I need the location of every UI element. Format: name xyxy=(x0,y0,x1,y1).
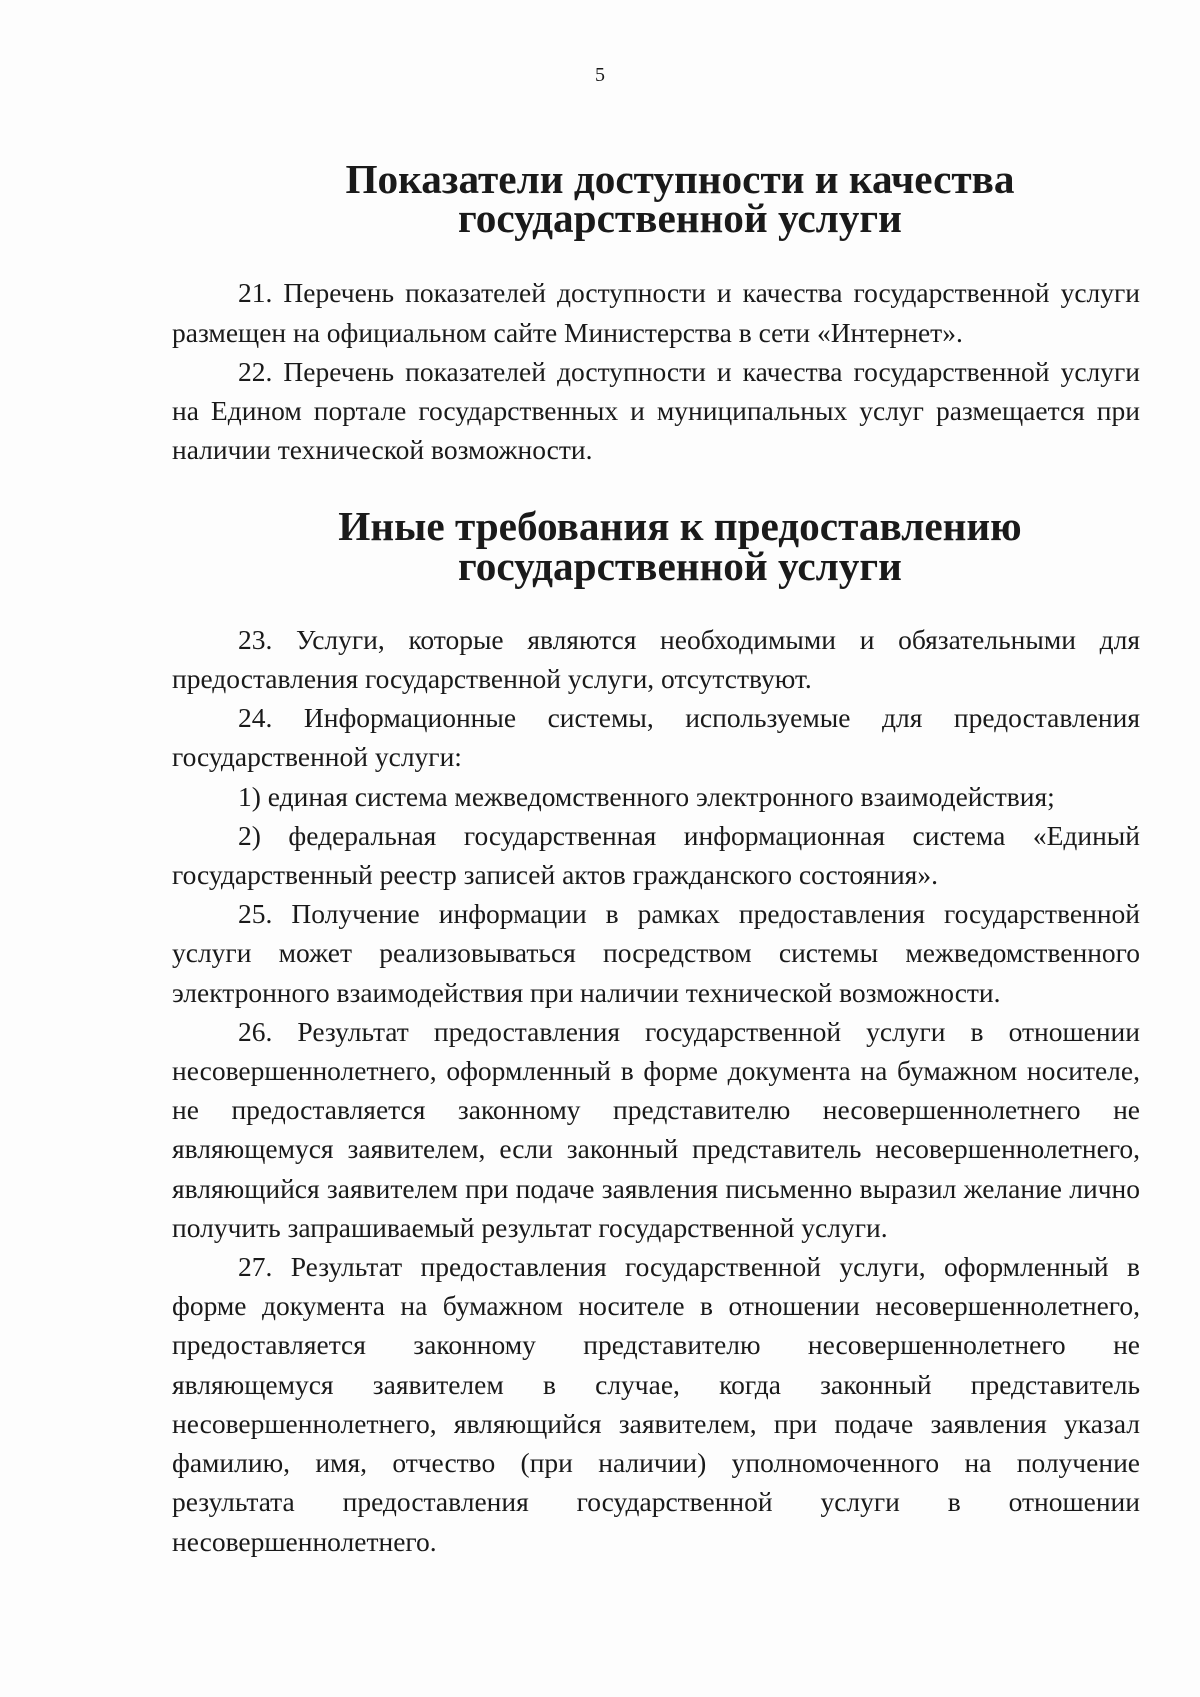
paragraph-26: 26. Результат предоставления государственной услуги в отношении несовершеннолетнего, оформленный в форме документа на бумажном носителе, не предоставляется законному представителю несовершеннолетнего не являющемуся заявителем, если законный представитель несовершеннолетнего, являющийся заявителем при подаче заявления письменно выразил желание лично получить запрашиваемый результат государственной услуги. xyxy=(172,1015,1140,1243)
section-heading-other-requirements: Иные требования к предоставлению государственной услуги xyxy=(338,503,1022,589)
list-item-2: 2) федеральная государственная информационная система «Единый государственный реестр записей актов гражданского состояния». xyxy=(172,819,1140,891)
paragraph-21: 21. Перечень показателей доступности и качества государственной услуги размещен на официальном сайте Министерства в сети «Интернет». xyxy=(172,277,1140,348)
document-body xyxy=(172,156,1140,1561)
paragraph-25: 25. Получение информации в рамках предоставления государственной услуги может реализовываться посредством системы межведомственного электронного взаимодействия при наличии технической возможности. xyxy=(172,898,1140,1008)
paragraph-27: 27. Результат предоставления государственной услуги, оформленный в форме документа на бумажном носителе в отношении несовершеннолетнего, предоставляется законному представителю несовершеннолетнего не являющемуся заявителем в случае, когда законный представитель несовершеннолетнего, являющийся заявителем, при подаче заявления указал фамилию, имя, отчество (при наличии) уполномоченного на получение результата предоставления государственной услуги в отношении несовершеннолетнего. xyxy=(172,1251,1140,1557)
list-item-1: 1) единая система межведомственного электронного взаимодействия; xyxy=(238,780,1055,812)
page-number: 5 xyxy=(595,64,605,86)
paragraph-22: 22. Перечень показателей доступности и качества государственной услуги на Едином портале государственных и муниципальных услуг размещается при наличии технической возможности. xyxy=(172,355,1140,466)
paragraph-24: 24. Информационные системы, используемые для предоставления государственной услуги: xyxy=(172,702,1140,773)
paragraph-23: 23. Услуги, которые являются необходимыми и обязательными для предоставления государственной услуги, отсутствуют. xyxy=(172,623,1140,695)
section-heading-accessibility: Показатели доступности и качества государственной услуги xyxy=(345,156,1015,242)
